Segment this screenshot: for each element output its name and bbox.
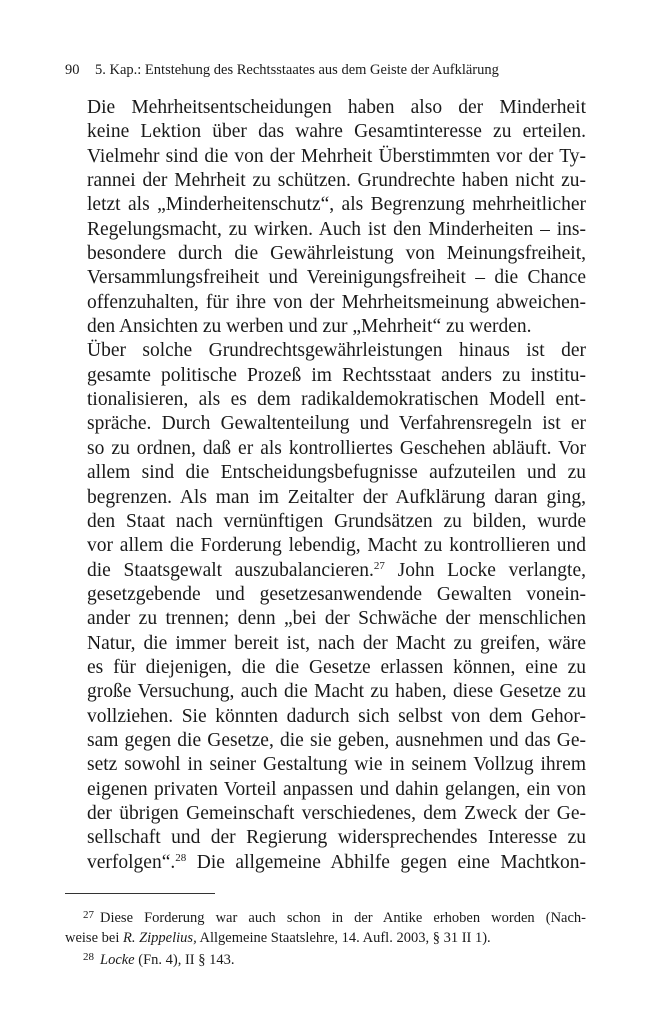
text-line: sellschaft und der Regierung widersprechendes Interesse zu <box>87 827 586 849</box>
footnote-text: Diese Forderung war auch schon in der Antike erhoben worden (Nach- <box>100 910 586 926</box>
footnote-line <box>65 906 586 929</box>
text-line: besondere durch die Gewährleistung von Meinungsfreiheit, <box>87 243 586 265</box>
running-head <box>65 60 586 80</box>
text-line: ander zu trennen; denn „bei der Schwäche der menschlichen <box>87 608 586 630</box>
text-line: gesetzgebende und gesetzesanwendende Gewalten vonein- <box>87 583 586 605</box>
footnote-author: R. Zippelius, <box>122 929 197 946</box>
text-line: eigenen privaten Vorteil anpassen und dahin gelangen, ein von <box>87 778 586 800</box>
text-line: Vielmehr sind die von der Mehrheit Überstimmten vor der Ty- <box>87 145 586 167</box>
text-line: begrenzen. Als man im Zeitalter der Aufklärung daran ging, <box>87 486 586 508</box>
text-line: keine Lektion über das wahre Gesamtinteresse zu erteilen. <box>87 121 586 143</box>
text-line: offenzuhalten, für ihre von der Mehrheitsmeinung abweichen- <box>87 291 586 313</box>
footnote-author: Locke <box>100 952 135 968</box>
paragraph-2 <box>65 339 586 875</box>
text-line: der übrigen Gemeinschaft verschiedenes, dem Zweck der Ge- <box>87 802 586 824</box>
text-line-with-note <box>65 559 586 583</box>
text-line: Versammlungsfreiheit und Vereinigungsfreiheit – die Chance <box>87 267 586 289</box>
footnote-line <box>65 948 586 971</box>
text-line: es für diejenigen, die die Gesetze erlassen können, eine zu <box>87 656 586 678</box>
footnote-mark: 27 <box>83 909 94 921</box>
text-line: tionalisieren, als es dem radikaldemokratischen Modell ent- <box>87 389 586 411</box>
footnote-divider <box>65 893 215 894</box>
footnote-28 <box>65 948 586 971</box>
footnote-27 <box>65 906 586 948</box>
footnote-mark: 28 <box>83 951 94 963</box>
footnote-line <box>65 929 586 949</box>
text-segment: verfolgen“. <box>87 851 176 873</box>
paragraph-1 <box>65 96 586 339</box>
text-line: große Versuchung, auch die Macht zu haben, diese Gesetze zu <box>87 681 586 703</box>
running-head-title: 5. Kap.: Entstehung des Rechtsstaates aus dem Geiste der Aufklärung <box>95 62 499 78</box>
text-line: den Ansichten zu werben und zur „Mehrheit“ zu werden. <box>87 316 532 338</box>
text-line: allem sind die Entscheidungsbefugnisse aufzuteilen und zu <box>87 462 586 484</box>
text-line: Die Mehrheitsentscheidungen haben also der Minderheit <box>87 97 586 118</box>
text-line: spräche. Durch Gewaltenteilung und Verfahrensregeln ist er <box>87 413 586 435</box>
text-line: den Staat nach vernünftigen Grundsätzen zu bilden, wurde <box>87 510 586 532</box>
text-line: so zu ordnen, daß er als kontrolliertes Geschehen abläuft. Vor <box>87 437 586 459</box>
text-line: vor allem die Forderung lebendig, Macht zu kontrollieren und <box>87 535 586 557</box>
footnote-ref-27[interactable]: 27 <box>373 559 385 572</box>
text-line: Natur, die immer bereit ist, nach der Macht zu greifen, wäre <box>87 632 586 654</box>
text-line: letzt als „Minderheitenschutz“, als Begrenzung mehrheitlicher <box>87 194 586 216</box>
text-line-with-note <box>65 851 586 875</box>
text-line: Über solche Grundrechtsgewährleistungen hinaus ist der <box>87 340 586 362</box>
footnote-text: weise bei <box>65 929 123 946</box>
page-number: 90 <box>65 62 80 78</box>
text-line: setz sowohl in seiner Gestaltung wie in seinem Vollzug ihrem <box>87 754 586 776</box>
body-text <box>65 96 586 875</box>
text-line: vollziehen. Sie könnten dadurch sich selbst von dem Gehor- <box>87 705 586 727</box>
text-segment: die Staatsgewalt auszubalancieren. <box>87 559 374 581</box>
text-segment: John Locke verlangte, <box>384 559 587 581</box>
text-line: rannei der Mehrheit zu schützen. Grundrechte haben nicht zu- <box>87 170 586 192</box>
text-line: sam gegen die Gesetze, die sie geben, ausnehmen und das Ge- <box>87 729 586 751</box>
footnote-text: (Fn. 4), II § 143. <box>134 952 235 968</box>
footnote-ref-28[interactable]: 28 <box>175 851 187 864</box>
text-segment: Die allgemeine Abhilfe gegen eine Machtkon- <box>186 851 586 873</box>
footnote-text: Allgemeine Staatslehre, 14. Aufl. 2003, § 31 II 1). <box>196 929 491 946</box>
text-line: Regelungsmacht, zu wirken. Auch ist den Minderheiten – ins- <box>87 218 586 240</box>
footnotes <box>65 906 586 971</box>
document-page <box>65 60 586 971</box>
text-line: gesamte politische Prozeß im Rechtsstaat anders zu institu- <box>87 364 586 386</box>
